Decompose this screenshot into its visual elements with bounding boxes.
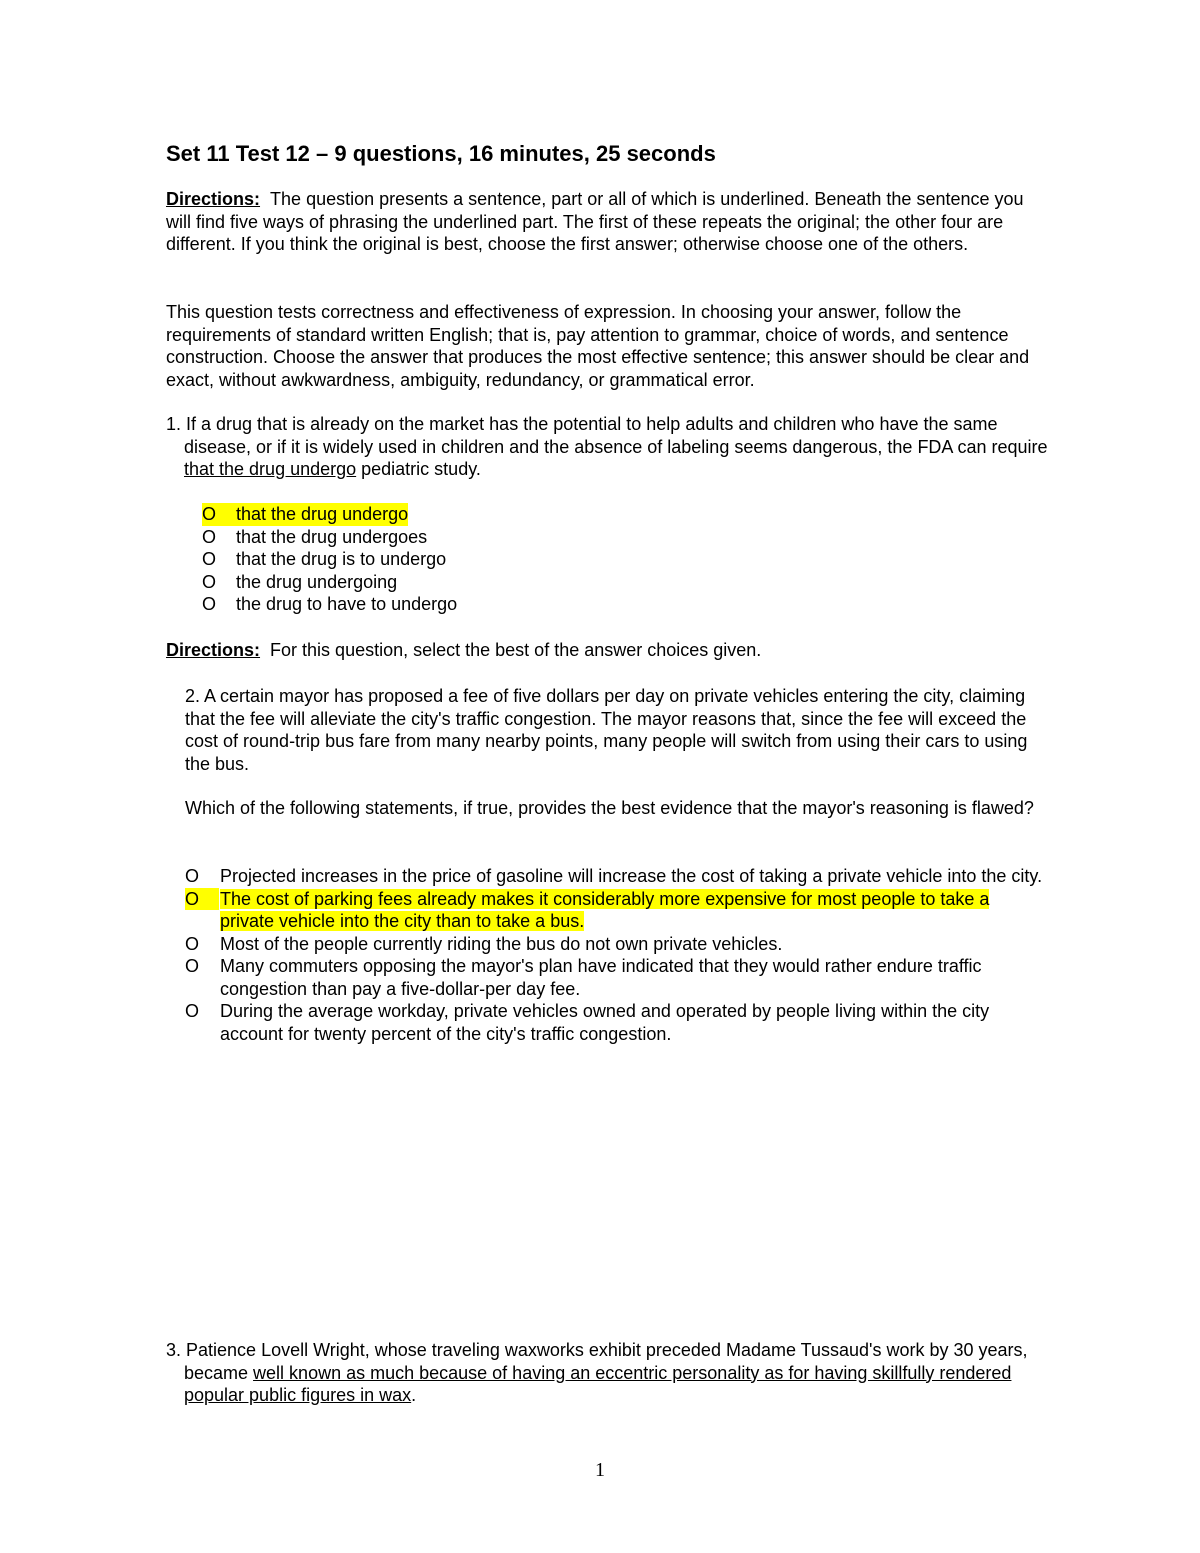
option-text [185, 888, 1010, 933]
question-3-stem-end: . [411, 1385, 417, 1405]
question-1-options [202, 503, 502, 616]
option-text: Projected increases in the price of gasoline will increase the cost of taking a private vehicle into the city. [220, 866, 1043, 886]
option-text: Many commuters opposing the mayor's plan have indicated that they would rather endure traffic congestion than pay a five-dollar-per day fee. [220, 956, 982, 999]
question-2-option-e[interactable] [185, 1000, 1045, 1045]
radio-mark[interactable]: O [185, 888, 219, 911]
question-1-stem-text: 1. If a drug that is already on the market has the potential to help adults and children who have the same disease, or if it is widely used in children and the absence of labeling seems dangerous, the FDA can require [166, 414, 1048, 457]
option-text: the drug to have to undergo [236, 594, 458, 614]
page-number: 1 [595, 1459, 605, 1481]
question-2-option-c[interactable] [185, 933, 1045, 956]
option-text: that the drug undergo [236, 504, 409, 524]
option-text: During the average workday, private vehicles owned and operated by people living within the city account for twenty percent of the city's traffic congestion. [220, 1001, 990, 1044]
radio-mark[interactable]: O [185, 956, 200, 976]
option-text: the drug undergoing [236, 571, 398, 592]
directions-label: Directions: [166, 640, 261, 660]
radio-mark[interactable]: O [185, 866, 200, 886]
radio-mark[interactable]: O [202, 549, 217, 569]
radio-mark[interactable]: O [185, 1001, 200, 1021]
question-3-stem-text: 3. Patience Lovell Wright, whose traveling waxworks exhibit preceded Madame Tussaud's work by 30 years, became [166, 1340, 1028, 1383]
option-text: that the drug is to undergo [236, 549, 447, 569]
question-1-option-a[interactable] [202, 503, 502, 526]
radio-mark[interactable]: O [202, 504, 217, 524]
radio-mark[interactable]: O [185, 933, 200, 954]
question-1-underlined-part: that the drug undergo [184, 459, 357, 479]
question-2-stem: 2. A certain mayor has proposed a fee of five dollars per day on private vehicles entering the city, claiming that the fee will alleviate the city's traffic congestion. The mayor reasons that, since the fee will exceed the cost of round-trip bus fare from many nearby points, many people will switch from using their cars to using the bus. [185, 686, 1028, 774]
radio-mark[interactable]: O [202, 526, 217, 547]
question-1-option-e[interactable] [202, 593, 502, 616]
option-text: that the drug undergoes [236, 526, 428, 547]
radio-mark[interactable]: O [202, 594, 217, 614]
option-text: Most of the people currently riding the bus do not own private vehicles. [220, 933, 783, 954]
instructions-paragraph: This question tests correctness and effectiveness of expression. In choosing your answer, follow the requirements of standard written English; that is, pay attention to grammar, choice of words, and sentence construction. Choose the answer that produces the most effective sentence; this answer should be clear and exact, without awkwardness, ambiguity, redundancy, or grammatical error. [166, 302, 1030, 390]
question-1-stem-end: pediatric study. [356, 459, 481, 479]
page-title: Set 11 Test 12 – 9 questions, 16 minutes, 25 seconds [166, 141, 716, 166]
directions-label: Directions: [166, 189, 261, 209]
highlighted-answer: The cost of parking fees already makes it considerably more expensive for most people to take a private vehicle into the city than to take a bus. [220, 888, 990, 931]
question-2-option-d[interactable] [185, 955, 1045, 1000]
question-3-stem [166, 1339, 1064, 1407]
directions-paragraph-2 [166, 639, 1046, 662]
question-2-option-b[interactable] [185, 888, 1045, 933]
question-1-stem [166, 413, 1064, 481]
question-2-options [185, 865, 1045, 1045]
question-1-option-b[interactable] [202, 526, 502, 549]
directions-text: For this question, select the best of the answer choices given. [270, 640, 762, 660]
question-3-underlined-part: well known as much because of having an eccentric personality as for having skillfully rendered popular public figures in wax [184, 1362, 1012, 1405]
question-2-prompt: Which of the following statements, if true, provides the best evidence that the mayor's reasoning is flawed? [185, 798, 1034, 818]
directions-text: The question presents a sentence, part or all of which is underlined. Beneath the sentence you will find five ways of phrasing the underlined part. The first of these repeats the original; the other four are different. If you think the original is best, choose the first answer; otherwise choose one of the others. [166, 189, 1024, 254]
question-1-option-c[interactable] [202, 548, 502, 571]
directions-paragraph [166, 188, 1046, 256]
radio-mark[interactable]: O [202, 571, 217, 592]
question-2-option-a[interactable] [185, 865, 1045, 888]
question-1-option-d[interactable] [202, 571, 502, 594]
